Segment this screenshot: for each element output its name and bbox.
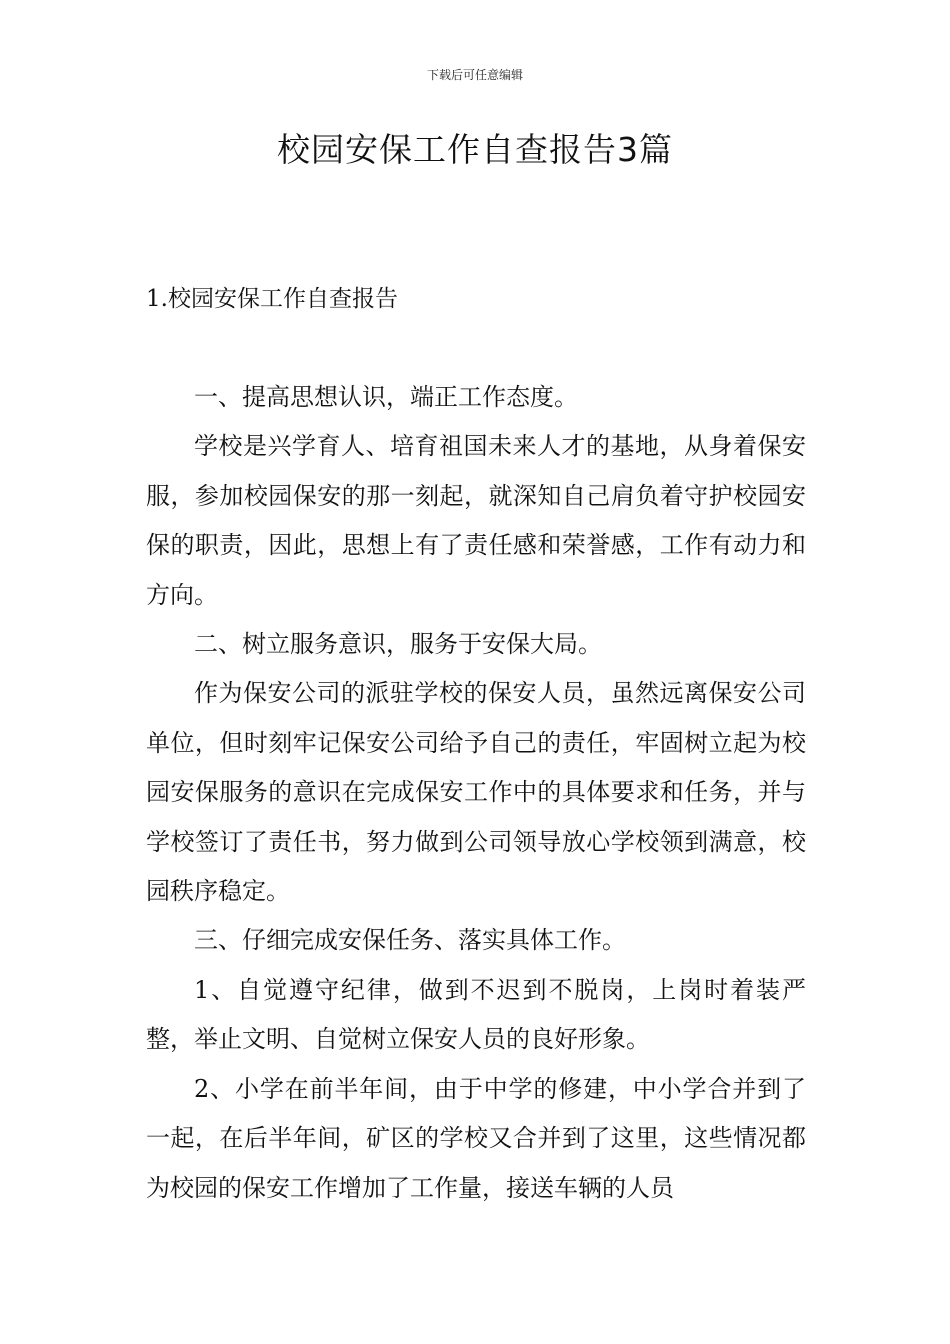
paragraph: 作为保安公司的派驻学校的保安人员，虽然远离保安公司单位，但时刻牢记保安公司给予自己的责任，牢固树立起为校园安保服务的意识在完成保安工作中的具体要求和任务，并与学校签订了责任书，努力做到公司领导放心学校领到满意，校园秩序稳定。 [146,679,806,906]
paragraph: 学校是兴学育人、培育祖国未来人才的基地，从身着保安服，参加校园保安的那一刻起，就深知自己肩负着守护校园安保的职责，因此，思想上有了责任感和荣誉感，工作有动力和方向。 [146,432,806,609]
paragraph-heading-2: 二、树立服务意识，服务于安保大局。 [194,630,602,659]
page-header-note: 下载后可任意编辑 [426,68,523,82]
paragraph-heading-3: 三、仔细完成安保任务、落实具体工作。 [194,926,626,955]
paragraph-heading-1: 一、提高思想认识，端正工作态度。 [194,383,578,411]
list-item-1: 1、自觉遵守纪律，做到不迟到不脱岗，上岗时着装严整，举止文明、自觉树立保安人员的良好形象。 [146,975,806,1054]
section-heading: 1.校园安保工作自查报告 [146,286,398,312]
document-title: 校园安保工作自查报告3篇 [277,130,673,169]
document-body [146,373,806,1213]
list-item-2: 2、小学在前半年间，由于中学的修建，中小学合并到了一起，在后半年间，矿区的学校又合并到了这里，这些情况都为校园的保安工作增加了工作量，接送车辆的人员 [146,1074,806,1202]
